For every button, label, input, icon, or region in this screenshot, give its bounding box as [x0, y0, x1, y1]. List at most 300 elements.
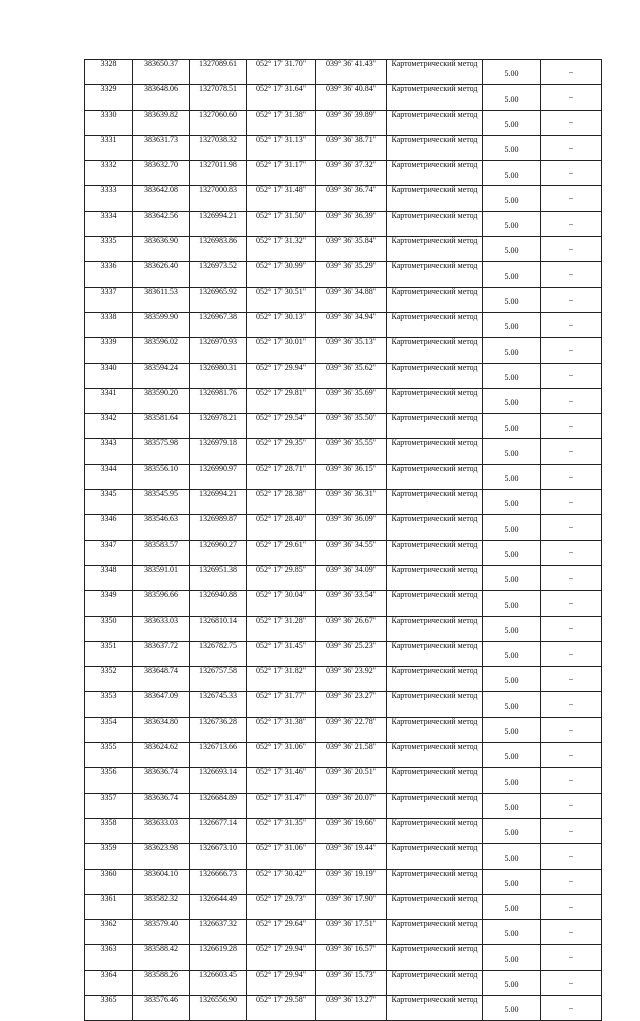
table-row [85, 591, 602, 616]
accuracy-cell: 5.00 [483, 312, 541, 337]
longitude-cell: 039° 36' 40.84" [316, 85, 387, 110]
latitude-cell: 052° 17' 28.40" [247, 515, 316, 540]
accuracy-cell: 5.00 [483, 287, 541, 312]
y-coordinate-cell: 1326637.32 [190, 920, 247, 945]
table-body [85, 60, 602, 1021]
longitude-cell: 039° 36' 35.62" [316, 363, 387, 388]
x-coordinate-cell: 383576.46 [133, 995, 190, 1020]
note-cell: – [541, 717, 602, 742]
point-number-cell: 3351 [85, 641, 133, 666]
point-number-cell: 3359 [85, 844, 133, 869]
note-cell: – [541, 287, 602, 312]
note-cell: – [541, 793, 602, 818]
latitude-cell: 052° 17' 31.17" [247, 161, 316, 186]
point-number-cell: 3345 [85, 490, 133, 515]
accuracy-cell: 5.00 [483, 388, 541, 413]
y-coordinate-cell: 1326979.18 [190, 439, 247, 464]
latitude-cell: 052° 17' 29.58" [247, 995, 316, 1020]
method-cell: Картометрический метод [387, 237, 483, 262]
note-cell: – [541, 667, 602, 692]
method-cell: Картометрический метод [387, 490, 483, 515]
latitude-cell: 052° 17' 31.48" [247, 186, 316, 211]
table-row [85, 490, 602, 515]
point-number-cell: 3342 [85, 414, 133, 439]
longitude-cell: 039° 36' 17.51" [316, 920, 387, 945]
accuracy-cell: 5.00 [483, 641, 541, 666]
note-cell: – [541, 641, 602, 666]
point-number-cell: 3341 [85, 388, 133, 413]
x-coordinate-cell: 383632.70 [133, 161, 190, 186]
longitude-cell: 039° 36' 34.88" [316, 287, 387, 312]
latitude-cell: 052° 17' 29.73" [247, 894, 316, 919]
y-coordinate-cell: 1326980.31 [190, 363, 247, 388]
latitude-cell: 052° 17' 31.46" [247, 768, 316, 793]
point-number-cell: 3339 [85, 338, 133, 363]
x-coordinate-cell: 383583.57 [133, 540, 190, 565]
y-coordinate-cell: 1326644.49 [190, 894, 247, 919]
method-cell: Картометрический метод [387, 717, 483, 742]
x-coordinate-cell: 383648.06 [133, 85, 190, 110]
table-row [85, 692, 602, 717]
longitude-cell: 039° 36' 36.09" [316, 515, 387, 540]
latitude-cell: 052° 17' 30.01" [247, 338, 316, 363]
table-row [85, 363, 602, 388]
point-number-cell: 3360 [85, 869, 133, 894]
point-number-cell: 3356 [85, 768, 133, 793]
method-cell: Картометрический метод [387, 414, 483, 439]
method-cell: Картометрический метод [387, 995, 483, 1020]
accuracy-cell: 5.00 [483, 135, 541, 160]
y-coordinate-cell: 1326673.10 [190, 844, 247, 869]
y-coordinate-cell: 1326782.75 [190, 641, 247, 666]
table-row [85, 970, 602, 995]
x-coordinate-cell: 383596.02 [133, 338, 190, 363]
table-row [85, 641, 602, 666]
x-coordinate-cell: 383591.01 [133, 565, 190, 590]
accuracy-cell: 5.00 [483, 869, 541, 894]
x-coordinate-cell: 383633.03 [133, 616, 190, 641]
accuracy-cell: 5.00 [483, 515, 541, 540]
x-coordinate-cell: 383590.20 [133, 388, 190, 413]
accuracy-cell: 5.00 [483, 110, 541, 135]
table-row [85, 161, 602, 186]
method-cell: Картометрический метод [387, 60, 483, 85]
method-cell: Картометрический метод [387, 388, 483, 413]
method-cell: Картометрический метод [387, 135, 483, 160]
accuracy-cell: 5.00 [483, 186, 541, 211]
y-coordinate-cell: 1326994.21 [190, 490, 247, 515]
y-coordinate-cell: 1326810.14 [190, 616, 247, 641]
table-row [85, 262, 602, 287]
x-coordinate-cell: 383545.95 [133, 490, 190, 515]
point-number-cell: 3335 [85, 237, 133, 262]
method-cell: Картометрический метод [387, 262, 483, 287]
note-cell: – [541, 186, 602, 211]
latitude-cell: 052° 17' 31.77" [247, 692, 316, 717]
x-coordinate-cell: 383588.42 [133, 945, 190, 970]
longitude-cell: 039° 36' 34.55" [316, 540, 387, 565]
note-cell: – [541, 464, 602, 489]
point-number-cell: 3328 [85, 60, 133, 85]
note-cell: – [541, 945, 602, 970]
note-cell: – [541, 211, 602, 236]
y-coordinate-cell: 1326745.33 [190, 692, 247, 717]
latitude-cell: 052° 17' 31.32" [247, 237, 316, 262]
method-cell: Картометрический метод [387, 464, 483, 489]
y-coordinate-cell: 1326994.21 [190, 211, 247, 236]
table-row [85, 565, 602, 590]
point-number-cell: 3358 [85, 818, 133, 843]
note-cell: – [541, 565, 602, 590]
method-cell: Картометрический метод [387, 616, 483, 641]
method-cell: Картометрический метод [387, 844, 483, 869]
latitude-cell: 052° 17' 31.35" [247, 818, 316, 843]
latitude-cell: 052° 17' 31.06" [247, 844, 316, 869]
note-cell: – [541, 768, 602, 793]
method-cell: Картометрический метод [387, 793, 483, 818]
y-coordinate-cell: 1326967.38 [190, 312, 247, 337]
table-row [85, 287, 602, 312]
table-row [85, 768, 602, 793]
accuracy-cell: 5.00 [483, 338, 541, 363]
y-coordinate-cell: 1327060.60 [190, 110, 247, 135]
accuracy-cell: 5.00 [483, 591, 541, 616]
point-number-cell: 3334 [85, 211, 133, 236]
table-row [85, 60, 602, 85]
latitude-cell: 052° 17' 31.70" [247, 60, 316, 85]
longitude-cell: 039° 36' 16.57" [316, 945, 387, 970]
x-coordinate-cell: 383637.72 [133, 641, 190, 666]
latitude-cell: 052° 17' 29.94" [247, 363, 316, 388]
accuracy-cell: 5.00 [483, 464, 541, 489]
point-number-cell: 3363 [85, 945, 133, 970]
x-coordinate-cell: 383639.82 [133, 110, 190, 135]
table-row [85, 818, 602, 843]
note-cell: – [541, 894, 602, 919]
point-number-cell: 3362 [85, 920, 133, 945]
accuracy-cell: 5.00 [483, 692, 541, 717]
latitude-cell: 052° 17' 29.61" [247, 540, 316, 565]
longitude-cell: 039° 36' 36.31" [316, 490, 387, 515]
note-cell: – [541, 85, 602, 110]
x-coordinate-cell: 383636.90 [133, 237, 190, 262]
note-cell: – [541, 490, 602, 515]
method-cell: Картометрический метод [387, 287, 483, 312]
point-number-cell: 3331 [85, 135, 133, 160]
y-coordinate-cell: 1326736.28 [190, 717, 247, 742]
note-cell: – [541, 60, 602, 85]
table-row [85, 464, 602, 489]
point-number-cell: 3330 [85, 110, 133, 135]
y-coordinate-cell: 1326990.97 [190, 464, 247, 489]
point-number-cell: 3340 [85, 363, 133, 388]
x-coordinate-cell: 383636.74 [133, 768, 190, 793]
x-coordinate-cell: 383588.26 [133, 970, 190, 995]
method-cell: Картометрический метод [387, 869, 483, 894]
note-cell: – [541, 920, 602, 945]
method-cell: Картометрический метод [387, 312, 483, 337]
table-row [85, 515, 602, 540]
longitude-cell: 039° 36' 35.50" [316, 414, 387, 439]
method-cell: Картометрический метод [387, 363, 483, 388]
point-number-cell: 3350 [85, 616, 133, 641]
table-row [85, 110, 602, 135]
note-cell: – [541, 262, 602, 287]
y-coordinate-cell: 1326960.27 [190, 540, 247, 565]
latitude-cell: 052° 17' 31.38" [247, 110, 316, 135]
table-row [85, 717, 602, 742]
note-cell: – [541, 869, 602, 894]
y-coordinate-cell: 1326684.89 [190, 793, 247, 818]
y-coordinate-cell: 1327038.32 [190, 135, 247, 160]
method-cell: Картометрический метод [387, 818, 483, 843]
y-coordinate-cell: 1326757.58 [190, 667, 247, 692]
table-row [85, 945, 602, 970]
latitude-cell: 052° 17' 29.35" [247, 439, 316, 464]
note-cell: – [541, 363, 602, 388]
accuracy-cell: 5.00 [483, 237, 541, 262]
y-coordinate-cell: 1326713.66 [190, 743, 247, 768]
accuracy-cell: 5.00 [483, 970, 541, 995]
longitude-cell: 039° 36' 37.32" [316, 161, 387, 186]
accuracy-cell: 5.00 [483, 844, 541, 869]
latitude-cell: 052° 17' 29.94" [247, 970, 316, 995]
y-coordinate-cell: 1326989.87 [190, 515, 247, 540]
table-row [85, 894, 602, 919]
y-coordinate-cell: 1326556.90 [190, 995, 247, 1020]
method-cell: Картометрический метод [387, 920, 483, 945]
latitude-cell: 052° 17' 30.42" [247, 869, 316, 894]
table-row [85, 995, 602, 1020]
method-cell: Картометрический метод [387, 945, 483, 970]
longitude-cell: 039° 36' 13.27" [316, 995, 387, 1020]
point-number-cell: 3336 [85, 262, 133, 287]
point-number-cell: 3338 [85, 312, 133, 337]
x-coordinate-cell: 383650.37 [133, 60, 190, 85]
longitude-cell: 039° 36' 25.23" [316, 641, 387, 666]
longitude-cell: 039° 36' 21.58" [316, 743, 387, 768]
method-cell: Картометрический метод [387, 970, 483, 995]
accuracy-cell: 5.00 [483, 161, 541, 186]
point-number-cell: 3349 [85, 591, 133, 616]
latitude-cell: 052° 17' 31.82" [247, 667, 316, 692]
method-cell: Картометрический метод [387, 211, 483, 236]
y-coordinate-cell: 1326677.14 [190, 818, 247, 843]
accuracy-cell: 5.00 [483, 667, 541, 692]
table-row [85, 869, 602, 894]
note-cell: – [541, 743, 602, 768]
longitude-cell: 039° 36' 26.67" [316, 616, 387, 641]
latitude-cell: 052° 17' 29.54" [247, 414, 316, 439]
latitude-cell: 052° 17' 31.47" [247, 793, 316, 818]
point-number-cell: 3353 [85, 692, 133, 717]
x-coordinate-cell: 383546.63 [133, 515, 190, 540]
note-cell: – [541, 515, 602, 540]
method-cell: Картометрический метод [387, 85, 483, 110]
method-cell: Картометрический метод [387, 743, 483, 768]
y-coordinate-cell: 1326978.21 [190, 414, 247, 439]
table-row [85, 135, 602, 160]
point-number-cell: 3364 [85, 970, 133, 995]
table-row [85, 844, 602, 869]
accuracy-cell: 5.00 [483, 920, 541, 945]
note-cell: – [541, 135, 602, 160]
table-row [85, 616, 602, 641]
point-number-cell: 3329 [85, 85, 133, 110]
y-coordinate-cell: 1326693.14 [190, 768, 247, 793]
y-coordinate-cell: 1326951.38 [190, 565, 247, 590]
method-cell: Картометрический метод [387, 894, 483, 919]
x-coordinate-cell: 383631.73 [133, 135, 190, 160]
x-coordinate-cell: 383636.74 [133, 793, 190, 818]
point-number-cell: 3337 [85, 287, 133, 312]
point-number-cell: 3355 [85, 743, 133, 768]
note-cell: – [541, 995, 602, 1020]
point-number-cell: 3348 [85, 565, 133, 590]
longitude-cell: 039° 36' 35.55" [316, 439, 387, 464]
longitude-cell: 039° 36' 34.94" [316, 312, 387, 337]
latitude-cell: 052° 17' 31.45" [247, 641, 316, 666]
accuracy-cell: 5.00 [483, 490, 541, 515]
accuracy-cell: 5.00 [483, 211, 541, 236]
point-number-cell: 3344 [85, 464, 133, 489]
y-coordinate-cell: 1326666.73 [190, 869, 247, 894]
x-coordinate-cell: 383648.74 [133, 667, 190, 692]
x-coordinate-cell: 383594.24 [133, 363, 190, 388]
table-row [85, 414, 602, 439]
accuracy-cell: 5.00 [483, 768, 541, 793]
method-cell: Картометрический метод [387, 591, 483, 616]
accuracy-cell: 5.00 [483, 793, 541, 818]
note-cell: – [541, 591, 602, 616]
accuracy-cell: 5.00 [483, 262, 541, 287]
y-coordinate-cell: 1326965.92 [190, 287, 247, 312]
note-cell: – [541, 161, 602, 186]
longitude-cell: 039° 36' 36.39" [316, 211, 387, 236]
longitude-cell: 039° 36' 33.54" [316, 591, 387, 616]
point-number-cell: 3365 [85, 995, 133, 1020]
method-cell: Картометрический метод [387, 338, 483, 363]
latitude-cell: 052° 17' 29.81" [247, 388, 316, 413]
longitude-cell: 039° 36' 22.78" [316, 717, 387, 742]
longitude-cell: 039° 36' 15.73" [316, 970, 387, 995]
accuracy-cell: 5.00 [483, 60, 541, 85]
longitude-cell: 039° 36' 38.71" [316, 135, 387, 160]
accuracy-cell: 5.00 [483, 818, 541, 843]
note-cell: – [541, 110, 602, 135]
method-cell: Картометрический метод [387, 161, 483, 186]
table-row [85, 338, 602, 363]
x-coordinate-cell: 383642.08 [133, 186, 190, 211]
method-cell: Картометрический метод [387, 439, 483, 464]
accuracy-cell: 5.00 [483, 717, 541, 742]
table-row [85, 312, 602, 337]
x-coordinate-cell: 383581.64 [133, 414, 190, 439]
longitude-cell: 039° 36' 23.27" [316, 692, 387, 717]
x-coordinate-cell: 383634.80 [133, 717, 190, 742]
note-cell: – [541, 338, 602, 363]
latitude-cell: 052° 17' 30.51" [247, 287, 316, 312]
latitude-cell: 052° 17' 31.13" [247, 135, 316, 160]
method-cell: Картометрический метод [387, 515, 483, 540]
longitude-cell: 039° 36' 19.66" [316, 818, 387, 843]
longitude-cell: 039° 36' 19.44" [316, 844, 387, 869]
note-cell: – [541, 692, 602, 717]
y-coordinate-cell: 1326940.88 [190, 591, 247, 616]
y-coordinate-cell: 1327089.61 [190, 60, 247, 85]
note-cell: – [541, 818, 602, 843]
y-coordinate-cell: 1326603.45 [190, 970, 247, 995]
x-coordinate-cell: 383624.62 [133, 743, 190, 768]
longitude-cell: 039° 36' 20.51" [316, 768, 387, 793]
note-cell: – [541, 388, 602, 413]
table-row [85, 667, 602, 692]
accuracy-cell: 5.00 [483, 439, 541, 464]
longitude-cell: 039° 36' 35.29" [316, 262, 387, 287]
x-coordinate-cell: 383626.40 [133, 262, 190, 287]
latitude-cell: 052° 17' 30.99" [247, 262, 316, 287]
method-cell: Картометрический метод [387, 667, 483, 692]
latitude-cell: 052° 17' 31.64" [247, 85, 316, 110]
x-coordinate-cell: 383556.10 [133, 464, 190, 489]
longitude-cell: 039° 36' 23.92" [316, 667, 387, 692]
longitude-cell: 039° 36' 35.84" [316, 237, 387, 262]
table-row [85, 237, 602, 262]
accuracy-cell: 5.00 [483, 565, 541, 590]
latitude-cell: 052° 17' 29.94" [247, 945, 316, 970]
x-coordinate-cell: 383596.66 [133, 591, 190, 616]
point-number-cell: 3333 [85, 186, 133, 211]
longitude-cell: 039° 36' 19.19" [316, 869, 387, 894]
y-coordinate-cell: 1326619.28 [190, 945, 247, 970]
x-coordinate-cell: 383611.53 [133, 287, 190, 312]
latitude-cell: 052° 17' 31.38" [247, 717, 316, 742]
longitude-cell: 039° 36' 17.90" [316, 894, 387, 919]
note-cell: – [541, 312, 602, 337]
table-row [85, 793, 602, 818]
method-cell: Картометрический метод [387, 768, 483, 793]
x-coordinate-cell: 383633.03 [133, 818, 190, 843]
latitude-cell: 052° 17' 29.85" [247, 565, 316, 590]
longitude-cell: 039° 36' 34.09" [316, 565, 387, 590]
point-number-cell: 3352 [85, 667, 133, 692]
method-cell: Картометрический метод [387, 692, 483, 717]
method-cell: Картометрический метод [387, 186, 483, 211]
longitude-cell: 039° 36' 36.74" [316, 186, 387, 211]
note-cell: – [541, 540, 602, 565]
latitude-cell: 052° 17' 31.28" [247, 616, 316, 641]
accuracy-cell: 5.00 [483, 616, 541, 641]
table-row [85, 540, 602, 565]
table-row [85, 388, 602, 413]
longitude-cell: 039° 36' 35.13" [316, 338, 387, 363]
accuracy-cell: 5.00 [483, 540, 541, 565]
table-row [85, 85, 602, 110]
latitude-cell: 052° 17' 28.38" [247, 490, 316, 515]
point-number-cell: 3343 [85, 439, 133, 464]
table-row [85, 743, 602, 768]
method-cell: Картометрический метод [387, 540, 483, 565]
point-number-cell: 3354 [85, 717, 133, 742]
longitude-cell: 039° 36' 36.15" [316, 464, 387, 489]
longitude-cell: 039° 36' 20.07" [316, 793, 387, 818]
table-row [85, 439, 602, 464]
x-coordinate-cell: 383579.40 [133, 920, 190, 945]
y-coordinate-cell: 1326981.76 [190, 388, 247, 413]
point-number-cell: 3347 [85, 540, 133, 565]
point-number-cell: 3357 [85, 793, 133, 818]
x-coordinate-cell: 383642.56 [133, 211, 190, 236]
